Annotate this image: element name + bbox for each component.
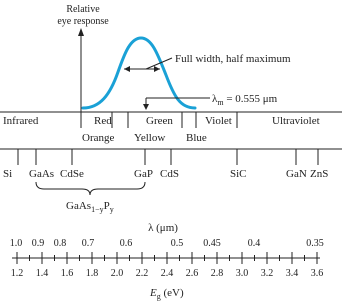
material-gan: GaN [286,168,307,180]
wavelength-tick: 0.9 [31,238,45,249]
energy-tick: 2.4 [160,268,174,279]
wavelength-tick: 0.5 [170,238,184,249]
wavelength-tick: 0.35 [306,238,324,249]
gaasp-brace [36,182,145,195]
material-cdse: CdSe [60,168,84,180]
energy-tick: 2.2 [135,268,149,279]
material-zns: ZnS [310,168,329,180]
energy-tick: 3.0 [235,268,249,279]
energy-tick: 2.6 [185,268,199,279]
energy-tick: 3.2 [260,268,274,279]
energy-tick: 3.4 [285,268,299,279]
eye-response-label-1: Relative [66,4,100,15]
energy-tick: 2.0 [110,268,124,279]
region-red: Red [94,115,112,127]
wavelength-tick: 0.45 [203,238,221,249]
energy-tick: 1.8 [85,268,99,279]
wavelength-tick: 0.6 [119,238,133,249]
lambda-m-arrowhead [143,104,149,110]
region-yellow: Yellow [134,132,166,144]
energy-tick: 1.2 [10,268,24,279]
eye-response-label-2: eye response [57,16,109,27]
region-ultraviolet: Ultraviolet [272,115,320,127]
eye-response-arrowhead [78,28,84,36]
energy-axis-title: $E_g$ (eV) [150,287,184,301]
region-violet: Violet [205,115,232,127]
material-sic: SiC [230,168,247,180]
region-blue: Blue [186,132,207,144]
energy-tick-labels [11,268,324,279]
wavelength-axis-title: λ (μm) [148,222,178,234]
wavelength-tick: 0.8 [53,238,67,249]
wavelength-tick: 0.4 [247,238,261,249]
fwhm-label: Full width, half maximum [175,53,291,65]
region-infrared: Infrared [3,115,39,127]
region-orange: Orange [82,132,115,144]
material-gap: GaP [134,168,153,180]
material-gaas: GaAs [29,168,55,180]
gaasp-label: $GaAs_{1-y}P_y$ [66,200,114,214]
energy-tick: 1.6 [60,268,74,279]
material-cds: CdS [160,168,179,180]
wavelength-tick: 1.0 [9,238,23,249]
wavelength-tick-labels [10,238,324,249]
material-si: Si [3,168,13,180]
fwhm-arrow-left [124,66,130,72]
energy-tick: 2.8 [210,268,224,279]
region-green: Green [146,115,173,127]
lambda-m-label: $\lambda_m = 0.555$ μm [212,93,278,107]
energy-tick: 3.6 [310,268,324,279]
fwhm-arrow-right [154,66,160,72]
wavelength-tick: 0.7 [81,238,95,249]
energy-tick: 1.4 [35,268,49,279]
